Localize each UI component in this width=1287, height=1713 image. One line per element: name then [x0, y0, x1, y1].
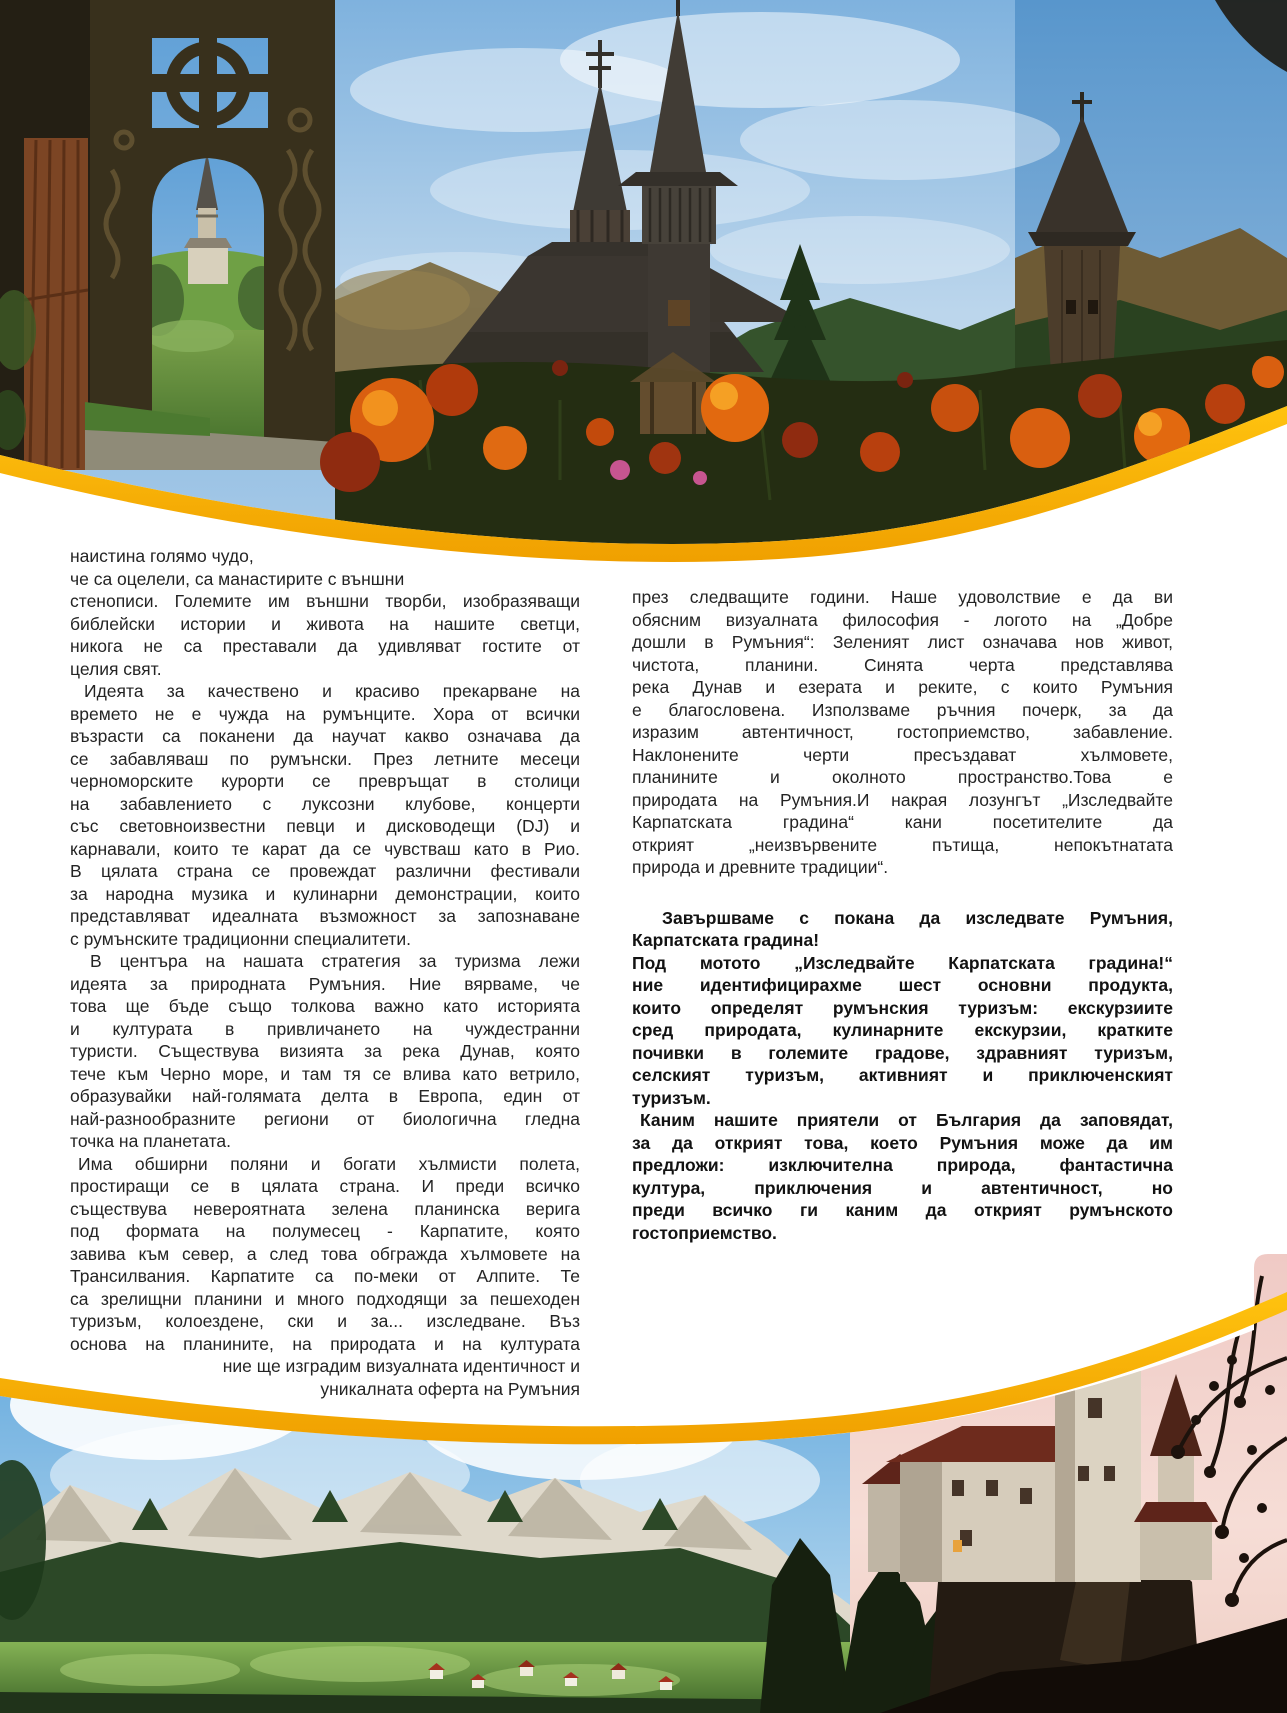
text-line: и културата в привличането на чуждестранни	[70, 1018, 580, 1039]
text-line: с румънските традиционни специалитети.	[70, 928, 411, 949]
text-line: простиращи се в цялата страна. И преди всичко	[70, 1176, 580, 1196]
text-line: черноморските курорти се превръщат в столици	[70, 771, 580, 791]
text-line: уникалната оферта на Румъния	[320, 1378, 580, 1399]
text-line: никога не са преставали да удивляват гостите от	[70, 636, 580, 656]
text-line: на забавлението с луксозни клубове, концерти	[70, 793, 580, 814]
text-line: селският туризъм, активният и приключенският	[632, 1065, 1173, 1085]
bottom-photo	[0, 1240, 1287, 1713]
text-line: завива към север, а след това обгражда хълмовете на	[70, 1243, 580, 1264]
text-line: В цялата страна се провеждат различни фестивали	[70, 861, 580, 881]
text-line: представляват идеалната възможност за запознаване	[70, 906, 580, 926]
text-line: Идеята за качествено и красиво прекарване на	[84, 681, 580, 701]
text-line: туристи. Съществува визията за река Дунав, която	[70, 1041, 580, 1061]
text-line: туризъм, колоездене, ски и за... изследване. Въз	[70, 1311, 580, 1331]
paragraph	[632, 586, 1173, 879]
text-line: преди всичко ги каним да открият румънското	[632, 1200, 1173, 1220]
text-line: Под мотото „Изследвайте Карпатската градина!“	[632, 952, 1173, 973]
text-line: обясним визуалната философия - логото на „Добре	[632, 609, 1173, 630]
paragraph	[632, 952, 1173, 1110]
text-line: тече към Черно море, и там тя се влива като ветрило,	[70, 1063, 580, 1084]
text-line: се забавляваш по румънски. През летните месеци	[70, 748, 580, 769]
text-line: които определят румънския туризъм: екскурзиите	[632, 997, 1173, 1018]
top-photo-collage	[0, 0, 1287, 570]
text-line: Карпатската градина“ кани посетителите да	[632, 812, 1173, 832]
text-line: възрасти са поканени да научат какво означава да	[70, 726, 580, 746]
text-line: предложи: изключителна природа, фантастична	[632, 1155, 1173, 1175]
text-line: че са оцелели, са манастирите с външни	[70, 568, 405, 589]
wooden-door	[24, 138, 88, 470]
text-line: стенописи. Големите им външни творби, изобразяващи	[70, 591, 580, 611]
text-line: това ще бъде също толкова важно като историята	[70, 996, 580, 1016]
text-line: под формата на полумесец - Карпатите, която	[70, 1221, 580, 1241]
text-line: Каним нашите приятели от България да заповядат,	[640, 1110, 1173, 1130]
text-line: образувайки най-голямата делта в Европа, един от	[70, 1086, 580, 1106]
text-line: Завършваме с покана да изследвате Румъния,	[662, 907, 1173, 928]
text-line: през следващите години. Наше удоволствие е да ви	[632, 587, 1173, 607]
article-right-column	[632, 586, 1173, 1244]
text-line: чистота, планини. Синята черта представлява	[632, 654, 1173, 675]
text-line: точка на планетата.	[70, 1131, 231, 1151]
text-line: времето не е чужда на румънците. Хора от всички	[70, 703, 580, 724]
text-line: със световноизвестни певци и дисководещи (DJ) и	[70, 816, 580, 836]
text-line: идеята за природната Румъния. Ние вярваме, че	[70, 973, 580, 994]
text-line: наистина голямо чудо,	[70, 546, 254, 566]
text-line: Трансилвания. Карпатите са по-меки от Алпите. Те	[70, 1266, 580, 1286]
text-line: са зрелищни планини и много подходящи за пешеходен	[70, 1288, 580, 1309]
paragraph	[632, 1109, 1173, 1244]
text-line: за да открият това, което Румъния може да им	[632, 1132, 1173, 1153]
text-line: целия свят.	[70, 658, 162, 679]
text-line: за народна музика и кулинарни демонстрации, които	[70, 883, 580, 904]
text-line: е благословена. Използваме ръчния почерк, за да	[632, 699, 1173, 720]
text-line: почивки в големите градове, здравният туризъм,	[632, 1042, 1173, 1063]
text-line: Наклонените черти пресъздават хълмовете,	[632, 744, 1173, 765]
text-line: ние идентифицирахме шест основни продукта,	[632, 975, 1173, 995]
text-line: култура, приключения и автентичност, но	[632, 1177, 1173, 1198]
text-line: Има обширни поляни и богати хълмисти полета,	[78, 1153, 580, 1174]
text-line: карнавали, които те карат да се чувстваш като в Рио.	[70, 838, 580, 859]
text-line: природа и древните традиции“.	[632, 857, 889, 877]
paragraph	[632, 907, 1173, 952]
text-line: Карпатската градина!	[632, 930, 820, 950]
text-line: открият „неизвървените пътища, непокътнатата	[632, 834, 1173, 855]
text-line: В центъра на нашата стратегия за туризма лежи	[90, 951, 580, 971]
text-line: сред природата, кулинарните екскурзии, кратките	[632, 1020, 1173, 1040]
paragraph	[70, 545, 580, 590]
text-line: ние ще изградим визуалната идентичност и	[222, 1356, 580, 1376]
paragraph	[70, 590, 580, 680]
text-line: туризъм.	[632, 1087, 711, 1108]
text-line: изразим автентичност, гостоприемство, забавление.	[632, 722, 1173, 742]
text-line: дошли в Румъния“: Зеленият лист означава нов живот,	[632, 632, 1173, 652]
text-line: природата на Румъния.И накрая лозунгът „Изследвайте	[632, 789, 1173, 810]
text-line: планините и околното пространство.Това е	[632, 767, 1173, 787]
text-line: най-разнообразните региони от биологична гледна	[70, 1108, 580, 1129]
text-line: библейски истории и живота на нашите светци,	[70, 613, 580, 634]
text-line: река Дунав и езерата и реките, с които Румъния	[632, 677, 1173, 697]
text-line: гостоприемство.	[632, 1222, 777, 1243]
paragraph	[70, 680, 580, 950]
text-line: съществува невероятната зелена планинска верига	[70, 1198, 580, 1219]
text-line: основа на планините, на природата и на културата	[70, 1333, 580, 1354]
paragraph	[70, 950, 580, 1153]
